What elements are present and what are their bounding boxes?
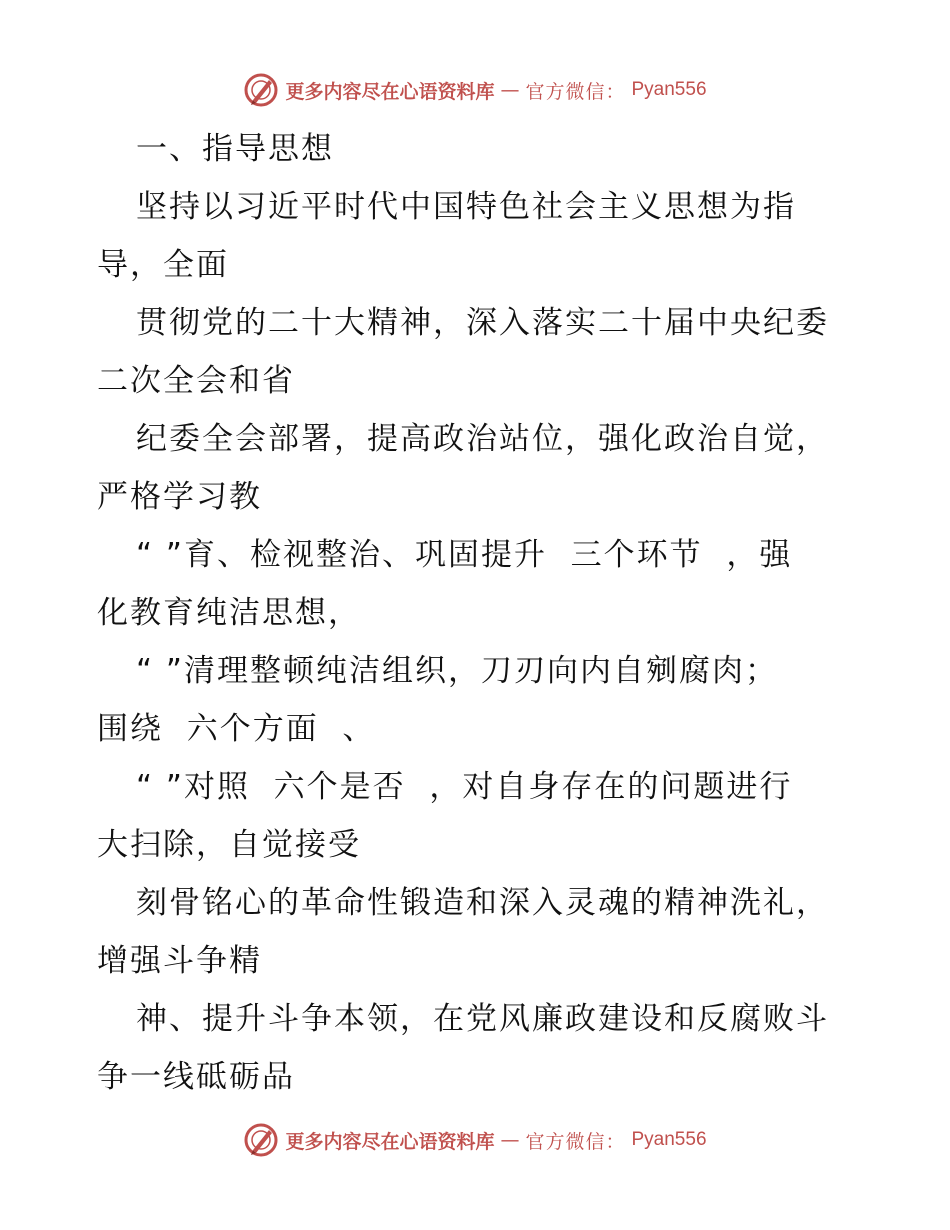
- section-heading: 一、指导思想: [136, 131, 334, 167]
- paragraph-line: 刻骨铭心的革命性锻造和深入灵魂的精神洗礼，: [136, 885, 829, 921]
- paragraph-line: 纪委全会部署，提高政治站位，强化政治自觉，: [136, 421, 829, 457]
- paragraph-line: 贯彻党的二十大精神，深入落实二十届中央纪委: [136, 305, 829, 341]
- paragraph-line: “ ”清理整顿纯洁组织，刀刃向内自剜腐肉；: [136, 653, 778, 689]
- paragraph-line: 化教育纯洁思想，: [97, 595, 361, 631]
- paragraph-line: 神、提升斗争本领，在党风廉政建设和反腐败斗: [136, 1001, 829, 1037]
- banner-brand-text: 更多内容尽在心语资料库: [285, 1130, 495, 1153]
- banner-separator: —: [500, 79, 520, 101]
- paragraph-line: “ ”对照 六个是否 ，对自身存在的问题进行: [136, 769, 793, 805]
- paragraph-line: 坚持以习近平时代中国特色社会主义思想为指: [136, 189, 796, 225]
- pen-logo-icon: [243, 72, 279, 108]
- banner-wechat-label: 官方微信：: [525, 1130, 626, 1153]
- paragraph-line: 大扫除，自觉接受: [97, 827, 361, 863]
- banner-separator: —: [500, 1129, 520, 1151]
- paragraph-line: 增强斗争精: [97, 943, 262, 979]
- paragraph-line: “ ”育、检视整治、巩固提升 三个环节 ，强: [136, 537, 793, 573]
- paragraph-line: 导，全面: [97, 247, 229, 283]
- footer-banner: [0, 1120, 950, 1160]
- pen-logo-icon: [243, 1122, 279, 1158]
- banner-brand-text: 更多内容尽在心语资料库: [285, 80, 495, 103]
- document-body: [97, 120, 857, 1106]
- banner-wechat-id: Pyan556: [631, 1129, 707, 1150]
- header-banner: [0, 70, 950, 110]
- banner-wechat-label: 官方微信：: [525, 80, 626, 103]
- paragraph-line: 二次全会和省: [97, 363, 295, 399]
- paragraph-line: 严格学习教: [97, 479, 262, 515]
- paragraph-line: 争一线砥砺品: [97, 1059, 295, 1095]
- banner-wechat-id: Pyan556: [631, 79, 707, 100]
- paragraph-line: 围绕 六个方面 、: [97, 711, 376, 747]
